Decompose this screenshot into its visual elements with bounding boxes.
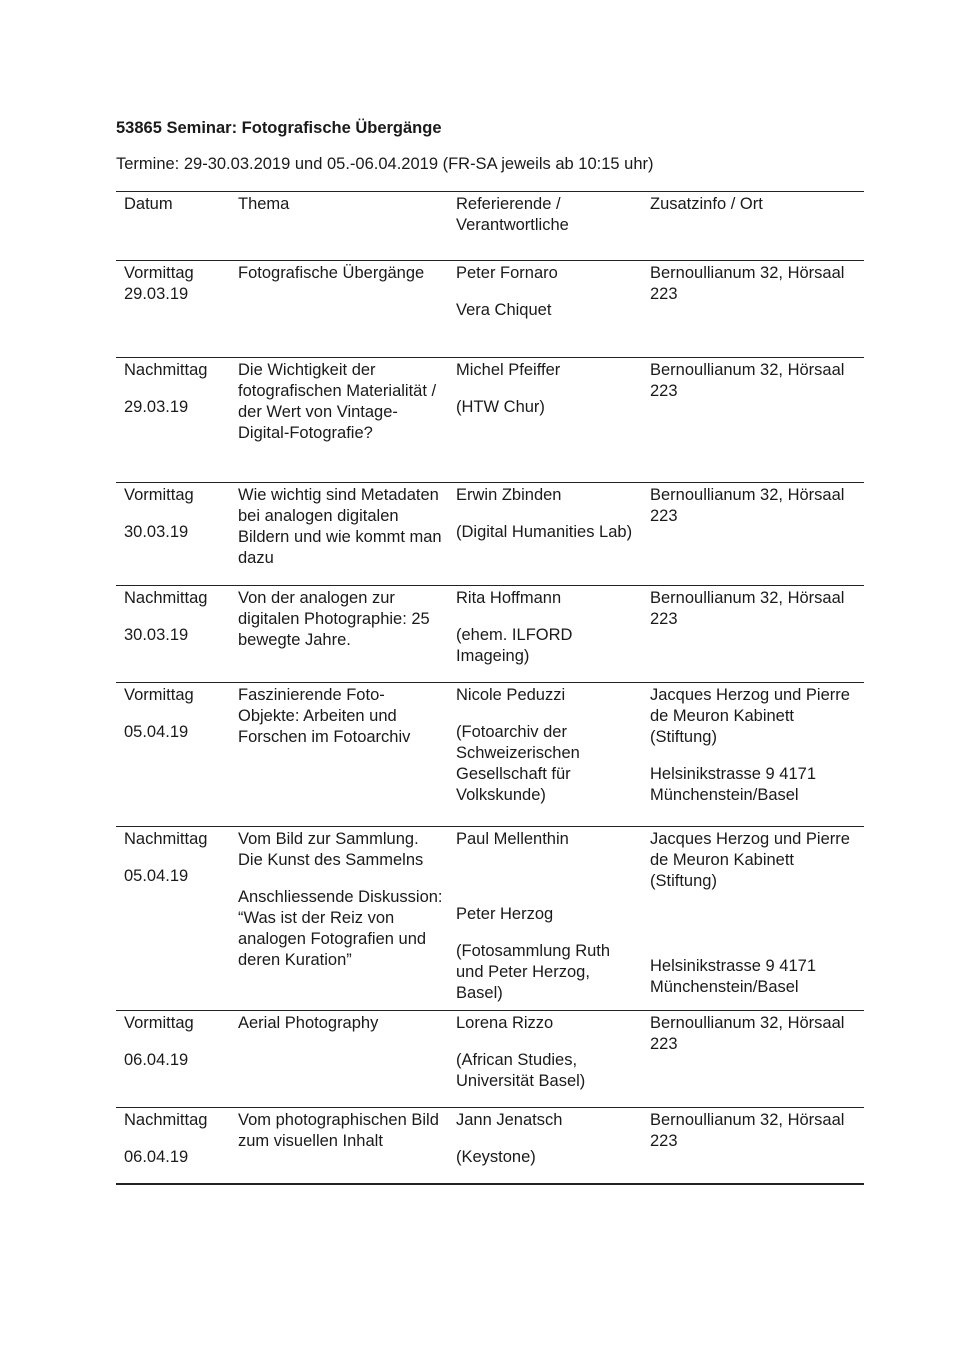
speaker-name-2: Peter Herzog	[456, 905, 554, 923]
table-row	[116, 483, 864, 586]
topic-cell	[230, 358, 448, 483]
speaker-name: Michel Pfeiffer	[456, 361, 561, 379]
topic-cell	[230, 1108, 448, 1184]
location-cell	[642, 483, 864, 586]
date-cell	[116, 261, 230, 358]
period-label: Vormittag	[124, 486, 194, 504]
table-header-row	[116, 192, 864, 261]
address-text: Helsinikstrasse 9 4171 Münchenstein/Basel	[650, 957, 816, 996]
schedule-table	[116, 191, 864, 1185]
topic-text: Die Wichtigkeit der fotografischen Materialität / der Wert von Vintage-Digital-Fotografie?	[238, 361, 437, 442]
speaker-affiliation: (ehem. ILFORD Imageing)	[456, 626, 573, 665]
date-label: 05.04.19	[124, 867, 189, 885]
topic-cell	[230, 483, 448, 586]
speaker-cell	[448, 683, 642, 827]
speaker-name: Lorena Rizzo	[456, 1014, 554, 1032]
speaker-cell	[448, 1108, 642, 1184]
document-title: 53865 Seminar: Fotografische Übergänge	[116, 119, 442, 137]
speaker-affiliation: (Fotosammlung Ruth und Peter Herzog, Basel)	[456, 942, 611, 1002]
topic-text: Faszinierende Foto-Objekte: Arbeiten und Forschen im Fotoarchiv	[238, 686, 411, 746]
topic-cell	[230, 683, 448, 827]
speaker-affiliation: (Fotoarchiv der Schweizerischen Gesellschaft für Volkskunde)	[456, 723, 580, 804]
topic-text: Aerial Photography	[238, 1014, 379, 1032]
location-text: Bernoullianum 32, Hörsaal 223	[650, 589, 845, 628]
document-subtitle: Termine: 29-30.03.2019 und 05.-06.04.2019 (FR-SA jeweils ab 10:15 uhr)	[116, 155, 654, 173]
header-datum: Datum	[124, 195, 173, 213]
topic-cell	[230, 261, 448, 358]
topic-text-2: Anschliessende Diskussion: “Was ist der Reiz von analogen Fotografien und deren Kuration”	[238, 888, 443, 969]
date-label: 30.03.19	[124, 626, 189, 644]
location-text: Bernoullianum 32, Hörsaal 223	[650, 486, 845, 525]
date-label: 06.04.19	[124, 1148, 189, 1166]
period-label: Nachmittag	[124, 361, 208, 379]
header-thema: Thema	[238, 195, 290, 213]
table-row	[116, 261, 864, 358]
header-referierende: Referierende / Verantwortliche	[456, 195, 569, 234]
period-label: Nachmittag	[124, 589, 208, 607]
speaker-name: Jann Jenatsch	[456, 1111, 563, 1129]
location-text: Bernoullianum 32, Hörsaal 223	[650, 361, 845, 400]
date-cell	[116, 586, 230, 683]
speaker-name: Rita Hoffmann	[456, 589, 562, 607]
date-label: 29.03.19	[124, 398, 189, 416]
period-label: Nachmittag	[124, 1111, 208, 1129]
location-cell	[642, 1011, 864, 1108]
table-row	[116, 1011, 864, 1108]
topic-text: Vom photographischen Bild zum visuellen Inhalt	[238, 1111, 439, 1150]
location-cell	[642, 261, 864, 358]
speaker-affiliation: (African Studies, Universität Basel)	[456, 1051, 586, 1090]
table-row	[116, 1108, 864, 1184]
topic-cell	[230, 827, 448, 1011]
topic-text: Wie wichtig sind Metadaten bei analogen digitalen Bildern und wie kommt man dazu	[238, 486, 442, 567]
location-cell	[642, 1108, 864, 1184]
header-zusatzinfo: Zusatzinfo / Ort	[650, 195, 763, 213]
speaker-name: Peter Fornaro	[456, 264, 558, 282]
period-label: Vormittag	[124, 686, 194, 704]
topic-cell	[230, 1011, 448, 1108]
topic-cell	[230, 586, 448, 683]
speaker-affiliation: (HTW Chur)	[456, 398, 545, 416]
speaker-cell	[448, 1011, 642, 1108]
date-cell	[116, 1011, 230, 1108]
table-row	[116, 586, 864, 683]
location-cell	[642, 358, 864, 483]
location-text: Bernoullianum 32, Hörsaal 223	[650, 1111, 845, 1150]
location-text: Jacques Herzog und Pierre de Meuron Kabinett (Stiftung)	[650, 686, 850, 746]
location-text: Bernoullianum 32, Hörsaal 223	[650, 264, 845, 303]
address-text: Helsinikstrasse 9 4171 Münchenstein/Basel	[650, 765, 816, 804]
topic-text: Fotografische Übergänge	[238, 264, 425, 282]
date-cell	[116, 827, 230, 1011]
date-cell	[116, 358, 230, 483]
location-cell	[642, 586, 864, 683]
period-label: Vormittag	[124, 1014, 194, 1032]
table-row	[116, 827, 864, 1011]
date-label: 06.04.19	[124, 1051, 189, 1069]
date-label: 05.04.19	[124, 723, 189, 741]
speaker-cell	[448, 261, 642, 358]
table-row	[116, 683, 864, 827]
speaker-name: Paul Mellenthin	[456, 830, 569, 848]
date-cell	[116, 483, 230, 586]
date-label: 29.03.19	[124, 285, 189, 303]
speaker-name: Nicole Peduzzi	[456, 686, 566, 704]
period-label: Vormittag	[124, 264, 194, 282]
speaker-cell	[448, 358, 642, 483]
location-text: Bernoullianum 32, Hörsaal 223	[650, 1014, 845, 1053]
date-cell	[116, 683, 230, 827]
date-cell	[116, 1108, 230, 1184]
table-row	[116, 358, 864, 483]
location-cell	[642, 683, 864, 827]
speaker-affiliation: (Keystone)	[456, 1148, 536, 1166]
speaker-cell	[448, 483, 642, 586]
speaker-cell	[448, 827, 642, 1011]
speaker-affiliation: (Digital Humanities Lab)	[456, 523, 633, 541]
location-cell	[642, 827, 864, 1011]
speaker-cell	[448, 586, 642, 683]
speaker-name-2: Vera Chiquet	[456, 301, 552, 319]
date-label: 30.03.19	[124, 523, 189, 541]
location-text: Jacques Herzog und Pierre de Meuron Kabinett (Stiftung)	[650, 830, 850, 890]
speaker-name: Erwin Zbinden	[456, 486, 562, 504]
topic-text: Vom Bild zur Sammlung. Die Kunst des Sammelns	[238, 830, 424, 869]
period-label: Nachmittag	[124, 830, 208, 848]
topic-text: Von der analogen zur digitalen Photographie: 25 bewegte Jahre.	[238, 589, 430, 649]
